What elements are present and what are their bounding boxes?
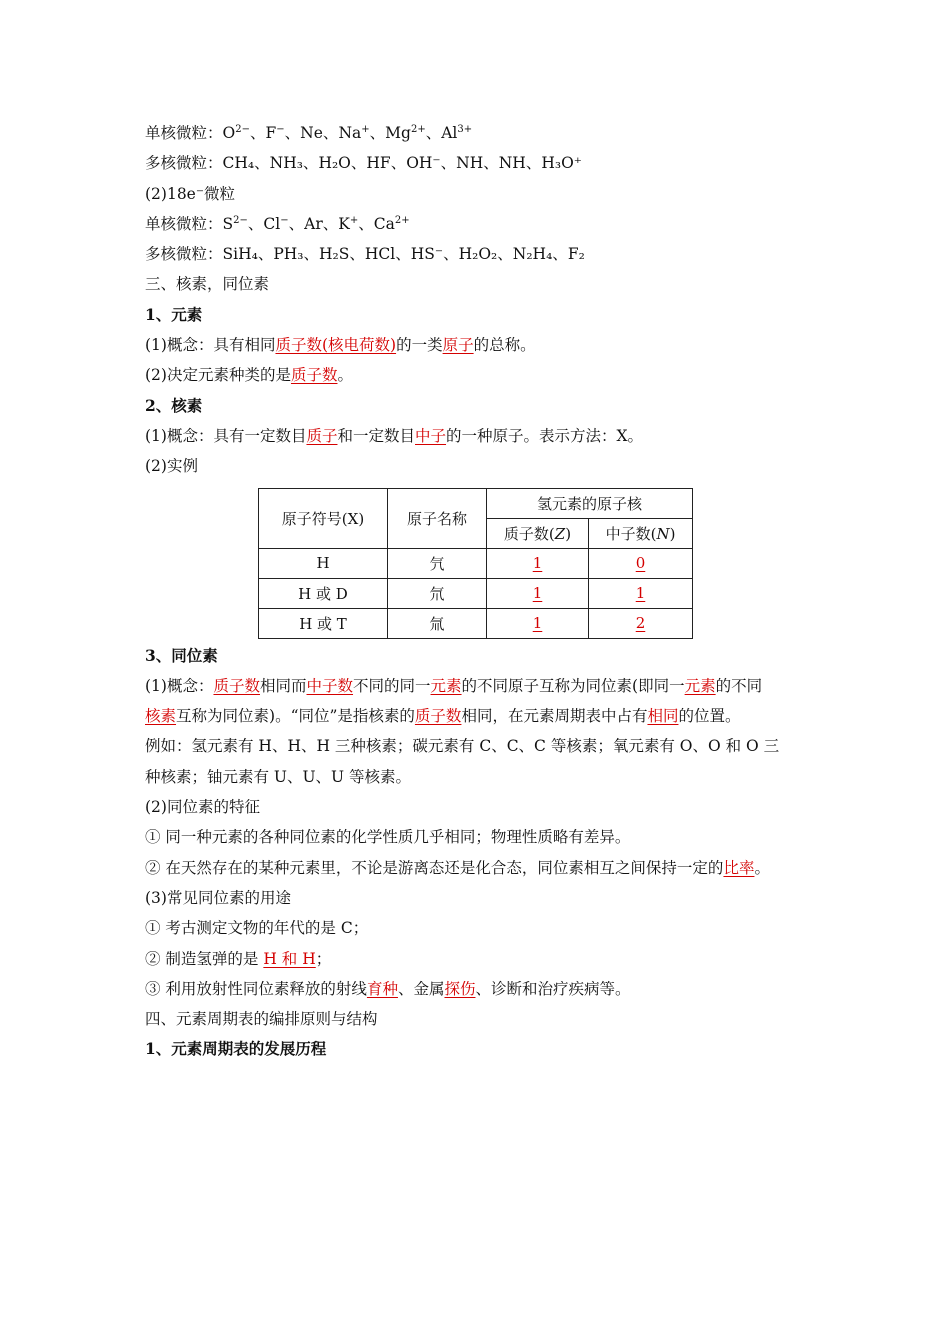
document-page [145,118,810,1065]
answer-blank: 0 [635,554,646,573]
table-row: H 氕 1 0 [259,548,693,578]
element-title: 1、元素 [145,304,203,324]
nuclide-title: 2、核素 [145,395,203,415]
isotope-example-line1: 例如：氢元素有 H、H、H 三种核素；碳元素有 C、C、C 等核素；氧元素有 O、O 和 O 三 [145,737,780,756]
isotope-feature-2: ② 在天然存在的某种元素里，不论是游离态还是化合态，同位素相互之间保持一定的比率。 [145,858,770,877]
answer-blank: 原子 [442,336,474,355]
element-determinant: (2)决定元素种类的是质子数。 [145,366,353,385]
isotope-example-line2: 种核素；铀元素有 U、U、U 等核素。 [145,767,412,786]
formula-item: SiH₄ [222,245,258,264]
eighteen-electron-multi-line: 多核微粒：SiH₄、PH₃、H₂S、HCl、HS⁻、H₂O₂、N₂H₄、F₂ [145,245,585,264]
ten-electron-multi-line: 多核微粒：CH₄、NH₃、H₂O、HF、OH⁻、NH、NH、H₃O⁺ [145,154,582,173]
eighteen-electron-heading: (2)18e⁻微粒 [145,184,236,203]
hydrogen-isotope-table [258,488,693,639]
header-neutron: 中子数(N) [589,518,693,548]
formula-item: N₂H₄ [512,245,553,264]
formula-item: F₂ [567,245,585,264]
isotope-use-2: ② 制造氢弹的是 H 和 H； [145,949,332,968]
isotope-concept-line1: (1)概念：质子数相同而中子数不同的同一元素的不同原子互称为同位素(即同一元素的不同 [145,676,763,695]
nuclide-example-heading: (2)实例 [145,457,198,476]
header-nucleus: 氢元素的原子核 [487,488,693,518]
ion-item: $Mg^{2+}$ [385,124,426,142]
ion-item: F− [265,124,285,142]
answer-blank: 元素 [684,676,716,695]
ten-electron-single-line: 单核微粒：$O^{2-}$、F−、Ne、Na+、$Mg^{2+}$、$Al^{3+}$ [145,124,473,142]
formula-item: HF [366,154,391,173]
isotope-feature-title: (2)同位素的特征 [145,798,260,817]
table-row: H 或 T 氚 1 2 [259,608,693,638]
answer-blank: 比率 [723,858,755,877]
isotope-concept-line2: 核素互称为同位素)。“同位”是指核素的质子数相同，在元素周期表中占有相同的位置。 [145,707,741,726]
ion-item: Ne [300,124,323,142]
formula-item: PH₃ [273,245,304,264]
formula-item: HCl [364,245,396,264]
ion-item: K+ [338,214,359,233]
answer-blank: 核素 [145,707,177,726]
answer-blank: 质子数 [290,366,338,385]
formula-item: H₂O₂ [458,245,498,264]
answer-blank: 1 [532,614,543,633]
header-name: 原子名称 [388,488,487,548]
isotope-use-3: ③ 利用放射性同位素释放的射线育种、金属探伤、诊断和治疗疾病等。 [145,979,631,998]
ion-item: $Ca^{2+}$ [373,214,410,233]
answer-blank: 1 [532,554,543,573]
ion-item: $O^{2-}$ [222,124,250,142]
ion-item: $Al^{3+}$ [441,124,473,142]
ion-list: $O^{2-}$、F−、Ne、Na+、$Mg^{2+}$、$Al^{3+}$ [222,124,473,142]
periodic-table-history-title: 1、元素周期表的发展历程 [145,1039,327,1059]
answer-blank: 质子数 [213,676,260,695]
header-symbol: 原子符号(X) [259,488,388,548]
molecule-list: CH₄、NH₃、H₂O、HF、OH⁻、NH、NH、H₃O⁺ [222,154,582,173]
answer-blank: 中子 [415,426,447,445]
answer-blank: 中子数 [306,676,354,695]
formula-item: NH₃ [269,154,303,173]
element-concept: (1)概念：具有相同质子数(核电荷数)的一类原子的总称。 [145,336,536,355]
answer-blank: 1 [635,584,646,603]
formula-item: NH [498,154,526,173]
section-4-title: 四、元素周期表的编排原则与结构 [145,1010,378,1029]
formula-item: HS⁻ [410,245,444,264]
formula-item: CH₄ [222,154,255,173]
ion-item: Ar [304,214,323,233]
header-proton: 质子数(Z) [487,518,589,548]
formula-item: NH [456,154,484,173]
answer-blank: 探伤 [444,979,476,998]
answer-blank: 质子 [306,426,338,445]
answer-blank: 1 [532,584,543,603]
formula-item: H₂S [319,245,350,264]
answer-blank: 质子数 [414,707,462,726]
ion-list: $S^{2-}$、Cl−、Ar、K+、$Ca^{2+}$ [222,214,410,233]
isotope-title: 3、同位素 [145,645,218,665]
table-row: H 或 D 氘 1 1 [259,578,693,608]
answer-blank: 相同 [647,707,679,726]
molecule-list: SiH₄、PH₃、H₂S、HCl、HS⁻、H₂O₂、N₂H₄、F₂ [222,245,585,264]
ion-item: Na+ [338,124,370,142]
formula-item: H₂O [318,154,351,173]
answer-blank: 元素 [430,676,462,695]
answer-blank: 育种 [366,979,398,998]
isotope-feature-1: ① 同一种元素的各种同位素的化学性质几乎相同；物理性质略有差异。 [145,828,631,847]
eighteen-electron-single-line: 单核微粒：$S^{2-}$、Cl−、Ar、K+、$Ca^{2+}$ [145,214,410,233]
answer-blank: 2 [635,614,646,633]
isotope-use-1: ① 考古测定文物的年代的是 C； [145,919,369,938]
answer-blank: H 和 H [263,949,316,968]
section-3-title: 三、核素，同位素 [145,275,270,294]
ion-item: Cl− [263,214,289,233]
answer-blank: 质子数(核电荷数) [275,336,397,355]
formula-item: OH⁻ [406,154,441,173]
ion-item: $S^{2-}$ [222,214,248,233]
nuclide-concept: (1)概念：具有一定数目质子和一定数目中子的一种原子。表示方法：X。 [145,426,644,445]
formula-item: H₃O⁺ [541,154,582,173]
isotope-use-title: (3)常见同位素的用途 [145,888,291,907]
